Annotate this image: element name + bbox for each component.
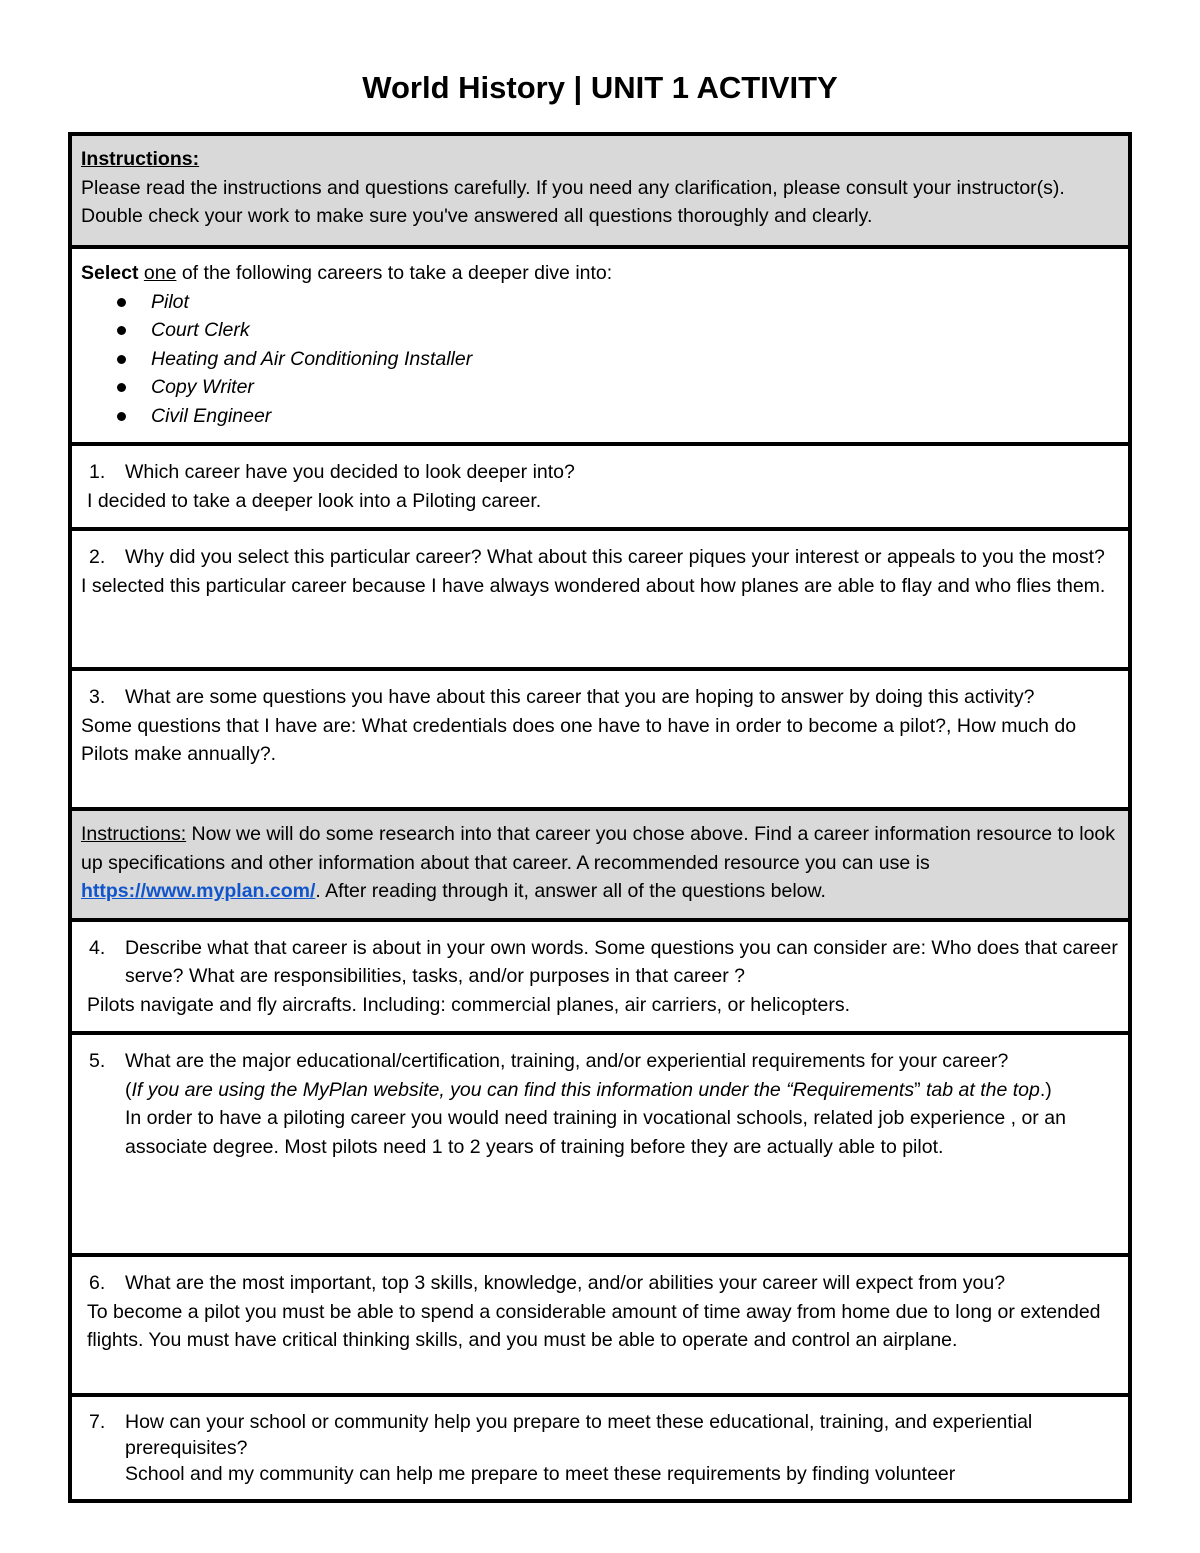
question-7-row: [70, 1395, 1130, 1501]
career-select-prompt: [81, 259, 1120, 288]
career-select-cell: [70, 247, 1130, 444]
question-5-cell: [70, 1033, 1130, 1255]
research-instructions-text: Now we will do some research into that career you chose above. Find a career information resource to look up specifications and other information about that career. A recommended resource you can use is: [81, 823, 1116, 874]
question-7-cell: [70, 1395, 1130, 1501]
page-title: World History | UNIT 1 ACTIVITY: [362, 70, 838, 105]
question-5-hint: (If you are using the MyPlan website, you can find this information under the “Requirements” tab at the top.): [125, 1078, 1052, 1101]
question-5-row: [70, 1033, 1130, 1255]
question-2-cell: [70, 529, 1130, 669]
career-select-row: [70, 247, 1130, 444]
bullet-icon: [117, 298, 126, 307]
instructions-heading: Instructions:: [81, 148, 200, 170]
question-3-row: [70, 669, 1130, 809]
one-word: one: [143, 262, 177, 284]
answer-1-text: I decided to take a deeper look into a Piloting career.: [87, 489, 542, 512]
question-1-row: [70, 444, 1130, 529]
list-item: Copy Writer: [81, 373, 1120, 402]
list-item: Pilot: [81, 288, 1120, 317]
question-2-row: [70, 529, 1130, 669]
research-instructions-heading: Instructions:: [81, 823, 187, 845]
bullet-icon: [117, 326, 126, 335]
answer-5-text: In order to have a piloting career you would need training in vocational schools, related job experience , or an associate degree. Most pilots need 1 to 2 years of training before they are actually able to pilot.: [125, 1107, 1066, 1158]
select-rest: of the following careers to take a deeper dive into:: [176, 262, 613, 284]
question-6-text: 6. What are the most important, top 3 skills, knowledge, and/or abilities your career will expect from you?: [89, 1272, 1006, 1294]
question-4-text: 4. Describe what that career is about in your own words. Some questions you can consider are: Who does that career serve? What are responsibilities, tasks, and/or purposes in that career ?: [89, 936, 1118, 987]
instructions-text: Please read the instructions and questions carefully. If you need any clarification, please consult your instructor(s). Double check your work to make sure you've answered all questions thoroughly and clearly.: [81, 176, 1065, 227]
myplan-link[interactable]: https://www.myplan.com/: [81, 880, 316, 902]
research-instructions-text-end: . After reading through it, answer all of the questions below.: [315, 880, 826, 902]
question-6-cell: [70, 1255, 1130, 1395]
question-5-text: 5. What are the major educational/certification, training, and/or experiential requirements for your career?: [89, 1050, 1009, 1072]
bullet-icon: [117, 412, 126, 421]
question-1-text: 1. Which career have you decided to look deeper into?: [89, 461, 575, 483]
list-item: Civil Engineer: [81, 402, 1120, 431]
instructions-cell: [70, 134, 1130, 247]
instructions-row: [70, 134, 1130, 247]
list-item: Court Clerk: [81, 316, 1120, 345]
list-item: Heating and Air Conditioning Installer: [81, 345, 1120, 374]
answer-7-text: School and my community can help me prepare to meet these requirements by finding volunteer: [125, 1463, 956, 1485]
research-instructions-row: [70, 809, 1130, 920]
question-4-cell: [70, 920, 1130, 1034]
question-1-cell: [70, 444, 1130, 529]
answer-2-text: I selected this particular career because I have always wondered about how planes are able to flay and who flies them.: [81, 574, 1106, 597]
bullet-icon: [117, 355, 126, 364]
question-2-text: 2. Why did you select this particular career? What about this career piques your interest or appeals to you the most?: [89, 546, 1105, 568]
bullet-icon: [117, 383, 126, 392]
answer-4-text: Pilots navigate and fly aircrafts. Including: commercial planes, air carriers, or helicopters.: [87, 993, 850, 1016]
question-3-text: 3. What are some questions you have about this career that you are hoping to answer by doing this activity?: [89, 686, 1035, 708]
research-instructions-cell: [70, 809, 1130, 920]
question-4-row: [70, 920, 1130, 1034]
answer-3-text: Some questions that I have are: What credentials does one have to have in order to become a pilot?, How much do Pilots make annually?.: [81, 714, 1077, 765]
question-6-row: [70, 1255, 1130, 1395]
question-3-cell: [70, 669, 1130, 809]
answer-6-text: To become a pilot you must be able to spend a considerable amount of time away from home due to long or extended flights. You must have critical thinking skills, and you must be able to operate and control an airplane.: [87, 1300, 1101, 1351]
question-7-text: 7. How can your school or community help you prepare to meet these educational, training, and experiential prerequisites?: [89, 1411, 1033, 1459]
activity-table: [68, 132, 1132, 1503]
career-list: [81, 288, 1120, 431]
select-word: Select: [81, 262, 139, 284]
